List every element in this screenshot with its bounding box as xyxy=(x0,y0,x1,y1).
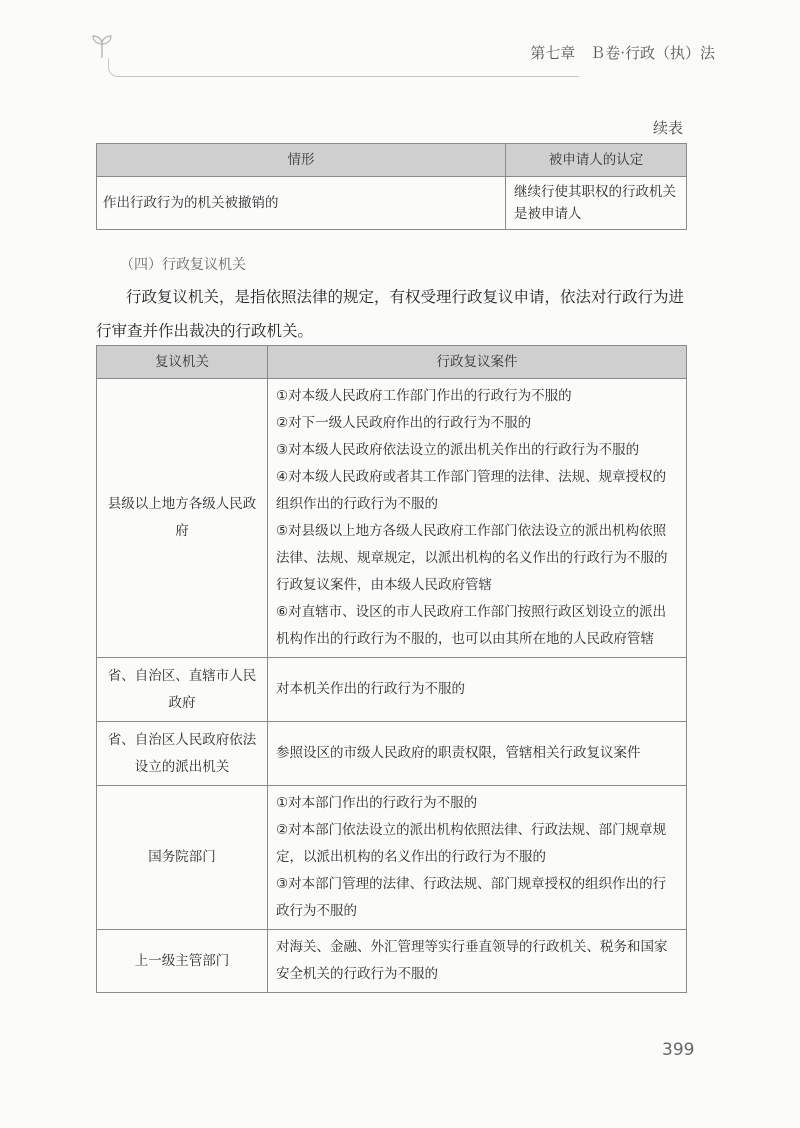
table-row xyxy=(97,177,687,230)
cases-cell xyxy=(268,379,687,658)
authority-cell: 省、自治区人民政府依法设立的派出机关 xyxy=(97,722,268,786)
definition-paragraph xyxy=(96,280,696,348)
case-item: ⑤对县级以上地方各级人民政府工作部门依法设立的派出机构依照法律、法规、规章规定，以派出机构的名义作出的行政行为不服的行政复议案件，由本级人民政府管辖 xyxy=(276,523,668,593)
table-row xyxy=(97,658,687,722)
table-row xyxy=(97,930,687,993)
cases-cell xyxy=(268,786,687,930)
case-item: ④对本级人民政府或者其工作部门管理的法律、法规、规章授权的组织作出的行政行为不服的 xyxy=(276,469,667,512)
table-row xyxy=(97,786,687,930)
table-row xyxy=(97,722,687,786)
respondent-cell: 继续行使其职权的行政机关是被申请人 xyxy=(506,177,687,230)
sprout-icon xyxy=(90,32,114,60)
table1-header-situation: 情形 xyxy=(97,144,506,177)
situation-cell: 作出行政行为的机关被撤销的 xyxy=(97,177,506,230)
cases-cell xyxy=(268,930,687,993)
table-row xyxy=(97,379,687,658)
review-authority-table xyxy=(96,345,687,993)
respondent-table xyxy=(96,143,687,230)
case-item: ③对本级人民政府依法设立的派出机关作出的行政行为不服的 xyxy=(276,442,640,458)
page-header xyxy=(90,30,730,70)
case-item: ②对下一级人民政府作出的行政行为不服的 xyxy=(276,415,532,431)
continued-label: 续表 xyxy=(652,119,683,137)
table2-header-authority: 复议机关 xyxy=(97,346,268,379)
table1-header-respondent: 被申请人的认定 xyxy=(506,144,687,177)
page-number: 399 xyxy=(662,1040,695,1060)
case-item: ②对本部门依法设立的派出机构依照法律、行政法规、部门规章规定，以派出机构的名义作出的行政行为不服的 xyxy=(276,822,667,865)
authority-cell: 省、自治区、直辖市人民政府 xyxy=(97,658,268,722)
authority-cell: 上一级主管部门 xyxy=(97,930,268,993)
case-item: ①对本级人民政府工作部门作出的行政行为不服的 xyxy=(276,388,572,404)
case-item: ⑥对直辖市、设区的市人民政府工作部门按照行政区划设立的派出机构作出的行政行为不服的，也可以由其所在地的人民政府管辖 xyxy=(276,604,667,647)
cases-cell xyxy=(268,722,687,786)
paragraph-text: 行政复议机关，是指依照法律的规定，有权受理行政复议申请，依法对行政行为进行审查并作出裁决的行政机关。 xyxy=(96,288,685,340)
case-item: 对本机关作出的行政行为不服的 xyxy=(276,681,465,697)
case-item: 参照设区的市级人民政府的职责权限，管辖相关行政复议案件 xyxy=(276,745,641,761)
table2-header-cases: 行政复议案件 xyxy=(268,346,687,379)
case-item: 对海关、金融、外汇管理等实行垂直领导的行政机关、税务和国家安全机关的行政行为不服的 xyxy=(276,939,668,982)
chapter-title: 第七章 Ｂ卷·行政（执）法 xyxy=(530,44,715,62)
section-heading: （四）行政复议机关 xyxy=(120,257,246,273)
cases-cell xyxy=(268,658,687,722)
authority-cell: 县级以上地方各级人民政府 xyxy=(97,379,268,658)
case-item: ③对本部门管理的法律、行政法规、部门规章授权的组织作出的行政行为不服的 xyxy=(276,876,667,919)
case-item: ①对本部门作出的行政行为不服的 xyxy=(276,795,478,811)
authority-cell: 国务院部门 xyxy=(97,786,268,930)
